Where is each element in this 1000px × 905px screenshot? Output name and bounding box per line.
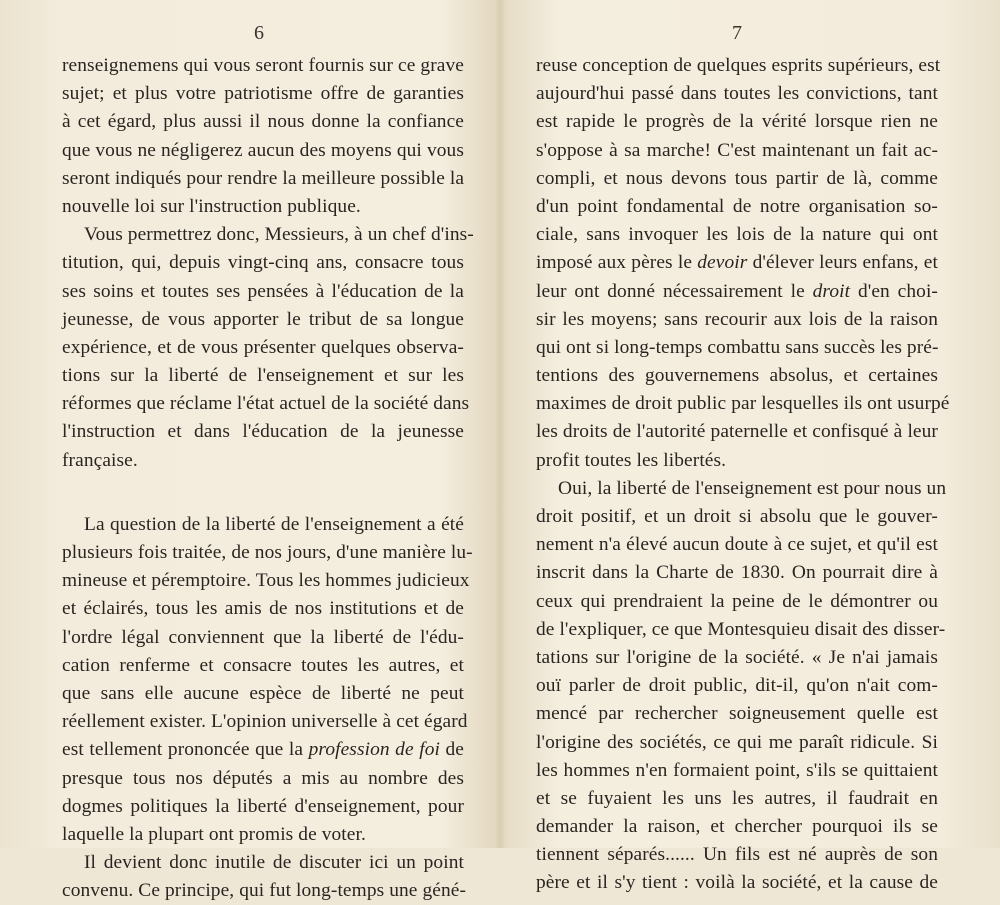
line-text: les hommes n'en formaient point, s'ils se quittaient — [536, 759, 938, 781]
line-text: inscrit dans la Charte de 1830. On pourrait dire à — [536, 562, 938, 584]
line-text: compli, et nous devons tous partir de là, comme — [536, 167, 938, 189]
text-line — [536, 616, 946, 644]
text-line — [62, 165, 464, 193]
text-line — [536, 841, 938, 869]
line-text: française. — [62, 449, 138, 471]
line-text: convenu. Ce principe, qui fut long-temps une géné- — [62, 880, 467, 902]
line-text: est rapide le progrès de la vérité lorsque rien ne — [536, 111, 938, 133]
line-text: mineuse et péremptoire. Tous les hommes judicieux — [62, 570, 470, 592]
line-text: nouvelle loi sur l'instruction publique. — [62, 195, 361, 217]
line-text: ouï parler de droit public, dit-il, qu'on n'ait com- — [536, 675, 938, 697]
line-text: tentions des gouvernemens absolus, et certaines — [536, 365, 938, 387]
page-number: 6 — [254, 22, 264, 44]
line-text: renseignemens qui vous seront fournis sur ce grave — [62, 55, 464, 76]
line-text: nement n'a élevé aucun doute à ce sujet, et qu'il est — [536, 534, 938, 556]
line-text: ses soins et toutes ses pensées à l'éducation de la — [62, 280, 464, 302]
line-text: tiennent séparés...... Un fils est né auprès de son — [536, 844, 938, 866]
line-text: imposé aux pères le — [536, 252, 698, 274]
line-text: d'élever leurs enfans, et — [747, 252, 938, 274]
text-line — [536, 108, 938, 136]
line-text: maximes de droit public par lesquelles ils ont usurpé — [536, 393, 950, 415]
text-line — [62, 680, 464, 708]
text-line — [62, 567, 470, 595]
line-text: La question de la liberté de l'enseignement a été — [84, 513, 464, 535]
text-line — [62, 595, 464, 623]
line-text: sujet; et plus votre patriotisme offre de garanties — [62, 83, 464, 105]
text-line — [536, 137, 938, 165]
line-text: sir les moyens; sans recourir aux lois de la raison — [536, 308, 938, 330]
line-text: père et il s'y tient : voilà la société, et la cause de — [536, 872, 938, 894]
line-text: tions sur la liberté de l'enseignement et sur les — [62, 365, 464, 387]
text-line — [62, 708, 468, 736]
text-line — [62, 390, 470, 418]
line-text: demander la raison, et chercher pourquoi ils se — [536, 816, 938, 838]
right-page — [500, 0, 1000, 894]
text-line — [62, 334, 464, 362]
text-line — [536, 672, 938, 700]
text-line — [536, 531, 938, 559]
line-text: leur ont donné nécessairement le — [536, 280, 813, 302]
text-line — [536, 249, 938, 277]
text-line — [536, 729, 938, 757]
line-text: et éclairés, tous les amis de nos institutions et de — [62, 598, 464, 620]
line-text: et se fuyaient les uns les autres, il faudrait en — [536, 787, 938, 809]
text-line — [536, 700, 938, 728]
line-text: qui ont si long-temps combattu sans succès les pré- — [536, 336, 939, 358]
text-line — [62, 108, 464, 136]
text-line — [536, 559, 938, 587]
left-page — [0, 0, 500, 902]
text-line — [536, 813, 938, 841]
line-text: à cet égard, plus aussi il nous donne la confiance — [62, 111, 464, 133]
text-line — [536, 757, 938, 785]
text-line — [536, 80, 938, 108]
line-text: que sans elle aucune espèce de liberté ne peut — [62, 682, 464, 704]
text-line — [536, 418, 938, 446]
text-line — [536, 447, 938, 475]
text-line — [536, 588, 938, 616]
text-line — [62, 80, 464, 108]
line-text: dogmes politiques la liberté d'enseignement, pour — [62, 795, 464, 817]
text-line — [536, 193, 938, 221]
line-text: presque tous nos députés a mis au nombre des — [62, 767, 464, 789]
text-line — [536, 52, 941, 80]
text-line — [536, 334, 938, 362]
line-text: de l'expliquer, ce que Montesquieu disait des disser- — [536, 618, 946, 640]
text-line — [62, 52, 464, 80]
text-line — [62, 652, 464, 680]
line-text: l'ordre légal conviennent que la liberté de l'édu- — [62, 626, 464, 648]
text-line — [536, 785, 938, 813]
text-line — [62, 877, 467, 905]
text-line — [62, 137, 464, 165]
line-text: titution, qui, depuis vingt-cinq ans, consacre tous — [62, 252, 464, 274]
line-text: reuse conception de quelques esprits supérieurs, est — [536, 55, 941, 76]
line-text: aujourd'hui passé dans toutes les convictions, tant — [536, 83, 938, 105]
page-number: 7 — [732, 22, 742, 44]
italic-text: profession de foi — [308, 739, 440, 761]
line-text: Vous permettrez donc, Messieurs, à un chef d'ins- — [84, 224, 474, 246]
text-line — [62, 362, 464, 390]
line-text: est tellement prononcée que la — [62, 739, 309, 761]
text-line — [536, 390, 950, 418]
line-text: l'origine des sociétés, ce qui me paraît ridicule. Si — [536, 731, 938, 753]
text-line — [536, 503, 938, 531]
line-text: plusieurs fois traitée, de nos jours, d'une manière lu- — [62, 542, 473, 563]
text-line — [62, 821, 464, 849]
line-text: que vous ne négligerez aucun des moyens qui vous — [62, 139, 464, 161]
text-line — [62, 511, 464, 539]
line-text: Oui, la liberté de l'enseignement est pour nous un — [558, 477, 947, 499]
text-line — [62, 624, 464, 652]
line-text: cation renferme et consacre toutes les autres, et — [62, 654, 464, 676]
line-text: seront indiqués pour rendre la meilleure possible la — [62, 167, 465, 189]
text-line — [62, 539, 473, 567]
line-text: ceux qui prendraient la peine de le démontrer ou — [536, 590, 938, 612]
page-text — [62, 52, 474, 905]
text-line — [62, 193, 464, 221]
line-text: de — [439, 739, 464, 761]
line-text: s'oppose à sa marche! C'est maintenant un fait ac- — [536, 139, 938, 161]
text-line — [62, 765, 464, 793]
line-text: ciale, sans invoquer les lois de la nature qui ont — [536, 224, 938, 246]
line-text: laquelle la plupart ont promis de voter. — [62, 823, 366, 845]
line-text: expérience, et de vous présenter quelques observa- — [62, 336, 464, 358]
text-line — [536, 165, 938, 193]
page-text — [536, 52, 950, 898]
text-line — [536, 362, 938, 390]
text-line — [62, 736, 464, 764]
text-line — [62, 306, 464, 334]
line-text: mencé par rechercher soigneusement quelle est — [536, 703, 938, 725]
text-line — [62, 418, 464, 446]
italic-text: droit — [812, 280, 851, 302]
line-text: l'instruction et dans l'éducation de la jeunesse — [62, 421, 464, 443]
line-text: profit toutes les libertés. — [536, 449, 727, 471]
text-line — [536, 306, 938, 334]
line-text: jeunesse, de vous apporter le tribut de sa longue — [62, 308, 464, 330]
text-line — [62, 849, 464, 877]
line-text: d'en choi- — [850, 280, 938, 302]
line-text: les droits de l'autorité paternelle et confisqué à leur — [536, 421, 938, 443]
text-line — [536, 278, 938, 306]
text-line — [62, 249, 464, 277]
line-text: d'un point fondamental de notre organisation so- — [536, 195, 938, 217]
text-line — [536, 221, 938, 249]
text-line — [62, 278, 464, 306]
italic-text: devoir — [697, 252, 748, 274]
text-line — [536, 869, 938, 897]
text-line — [62, 447, 464, 475]
line-text: Il devient donc inutile de discuter ici un point — [84, 852, 464, 874]
section-gap — [62, 475, 464, 511]
text-line — [62, 793, 464, 821]
text-line — [536, 475, 947, 503]
line-text: droit positif, et un droit si absolu que le gouver- — [536, 506, 938, 527]
line-text: réformes que réclame l'état actuel de la société dans — [62, 393, 470, 415]
text-line — [536, 644, 938, 672]
text-line — [62, 221, 474, 249]
line-text: réellement exister. L'opinion universelle à cet égard — [62, 711, 468, 733]
line-text: tations sur l'origine de la société. « Je n'ai jamais — [536, 646, 938, 668]
